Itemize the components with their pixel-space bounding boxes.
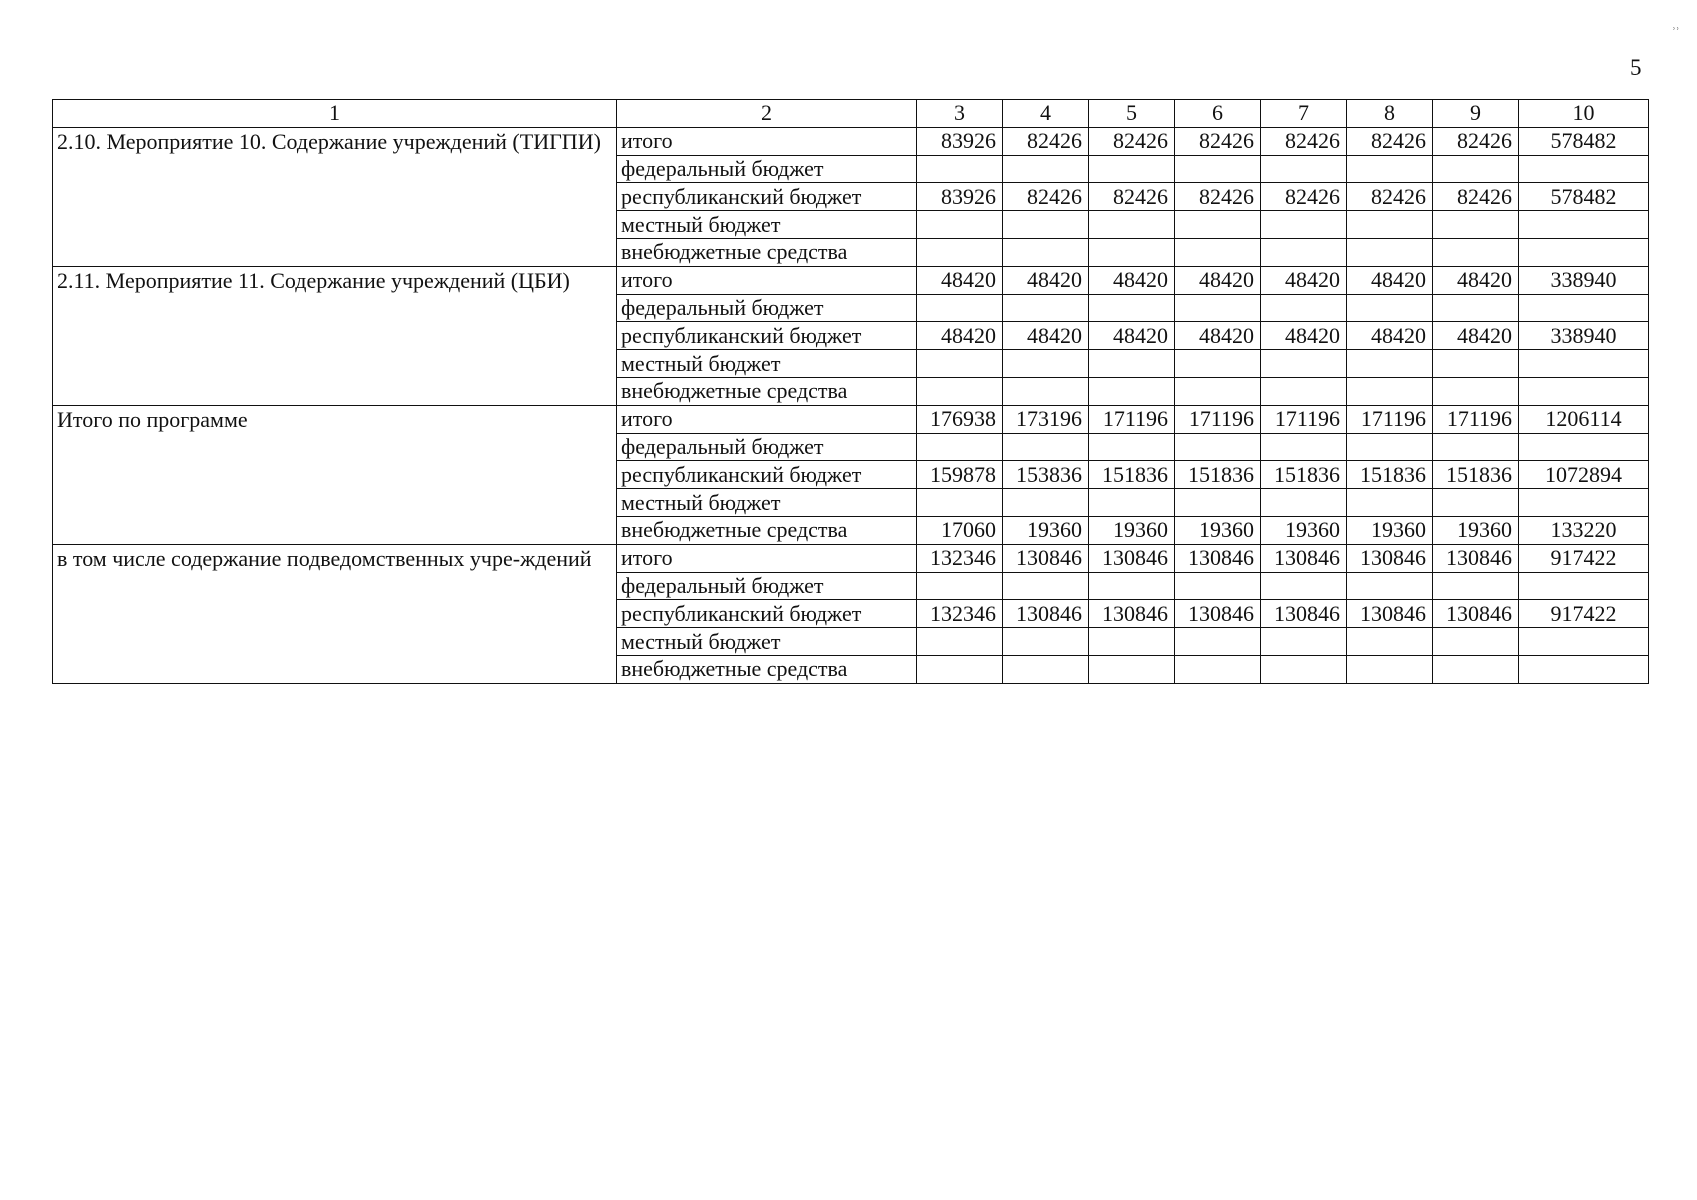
value-cell: 82426 [1433,127,1519,155]
total-cell [1519,238,1649,266]
funding-source-label: местный бюджет [617,489,917,517]
value-cell: 82426 [1175,183,1261,211]
value-cell: 48420 [1003,322,1089,350]
value-cell [1433,628,1519,656]
value-cell [1089,155,1175,183]
total-cell: 338940 [1519,322,1649,350]
funding-source-label: внебюджетные средства [617,655,917,683]
value-cell [1003,572,1089,600]
value-cell [1347,377,1433,405]
funding-source-label: итого [617,405,917,433]
value-cell [1433,211,1519,239]
value-cell [1175,628,1261,656]
total-cell [1519,211,1649,239]
value-cell [1261,377,1347,405]
value-cell [1261,572,1347,600]
value-cell [1003,155,1089,183]
table-row [53,127,1649,155]
value-cell: 19360 [1003,516,1089,544]
value-cell [1347,655,1433,683]
funding-source-label: федеральный бюджет [617,433,917,461]
value-cell [1003,655,1089,683]
value-cell [1347,489,1433,517]
value-cell [1175,238,1261,266]
value-cell: 82426 [1003,127,1089,155]
total-cell: 1206114 [1519,405,1649,433]
value-cell [1433,433,1519,461]
value-cell [917,377,1003,405]
value-cell [1347,155,1433,183]
funding-source-label: итого [617,544,917,572]
value-cell: 171196 [1347,405,1433,433]
value-cell: 19360 [1089,516,1175,544]
value-cell [1433,489,1519,517]
value-cell [1175,350,1261,378]
value-cell [1347,433,1433,461]
total-cell [1519,655,1649,683]
table-row [53,405,1649,433]
value-cell: 48420 [1175,322,1261,350]
value-cell [1003,628,1089,656]
funding-source-label: республиканский бюджет [617,461,917,489]
value-cell: 153836 [1003,461,1089,489]
value-cell [1175,294,1261,322]
section-name: в том числе содержание подведомственных учре-ждений [53,544,617,683]
value-cell [1003,489,1089,517]
value-cell: 132346 [917,544,1003,572]
value-cell: 48420 [917,266,1003,294]
value-cell: 48420 [1089,266,1175,294]
value-cell: 82426 [1003,183,1089,211]
value-cell: 82426 [1175,127,1261,155]
value-cell: 130846 [1089,544,1175,572]
value-cell: 82426 [1089,127,1175,155]
total-cell [1519,350,1649,378]
section-name: 2.10. Мероприятие 10. Содержание учреждений (ТИГПИ) [53,127,617,266]
column-header: 5 [1089,100,1175,128]
value-cell: 130846 [1089,600,1175,628]
value-cell [1089,350,1175,378]
value-cell: 132346 [917,600,1003,628]
value-cell [1175,489,1261,517]
value-cell: 130846 [1003,544,1089,572]
value-cell [1089,238,1175,266]
value-cell: 82426 [1347,127,1433,155]
funding-source-label: местный бюджет [617,350,917,378]
value-cell [1003,433,1089,461]
value-cell [1433,377,1519,405]
funding-source-label: внебюджетные средства [617,238,917,266]
header-row [53,100,1649,128]
budget-table [52,99,1649,684]
funding-source-label: итого [617,266,917,294]
value-cell: 130846 [1003,600,1089,628]
value-cell [1347,238,1433,266]
value-cell: 82426 [1261,183,1347,211]
funding-source-label: федеральный бюджет [617,572,917,600]
value-cell [1003,211,1089,239]
funding-source-label: местный бюджет [617,211,917,239]
value-cell [1433,294,1519,322]
value-cell: 48420 [1261,322,1347,350]
value-cell: 82426 [1347,183,1433,211]
value-cell: 173196 [1003,405,1089,433]
value-cell [1347,628,1433,656]
value-cell: 19360 [1261,516,1347,544]
value-cell [917,628,1003,656]
value-cell [1089,489,1175,517]
value-cell [1347,572,1433,600]
funding-source-label: внебюджетные средства [617,516,917,544]
value-cell [917,211,1003,239]
value-cell: 83926 [917,183,1003,211]
value-cell [1089,433,1175,461]
value-cell: 130846 [1433,544,1519,572]
table-row [53,544,1649,572]
total-cell [1519,155,1649,183]
total-cell [1519,433,1649,461]
value-cell: 130846 [1175,600,1261,628]
funding-source-label: местный бюджет [617,628,917,656]
table-body [53,100,1649,684]
column-header: 10 [1519,100,1649,128]
funding-source-label: республиканский бюджет [617,183,917,211]
value-cell [1347,350,1433,378]
value-cell [917,572,1003,600]
value-cell [1089,377,1175,405]
value-cell [1433,350,1519,378]
value-cell: 48420 [1003,266,1089,294]
value-cell: 48420 [1433,266,1519,294]
total-cell [1519,572,1649,600]
value-cell [1261,294,1347,322]
value-cell: 17060 [917,516,1003,544]
value-cell [1175,572,1261,600]
total-cell: 1072894 [1519,461,1649,489]
value-cell [917,155,1003,183]
funding-source-label: республиканский бюджет [617,322,917,350]
value-cell: 171196 [1089,405,1175,433]
value-cell: 151836 [1089,461,1175,489]
value-cell [1261,211,1347,239]
total-cell: 917422 [1519,544,1649,572]
value-cell: 171196 [1261,405,1347,433]
value-cell [1433,572,1519,600]
total-cell [1519,294,1649,322]
page-number: 5 [1630,55,1642,80]
value-cell [1003,294,1089,322]
value-cell [1175,211,1261,239]
column-header: 9 [1433,100,1519,128]
value-cell: 83926 [917,127,1003,155]
value-cell [1347,211,1433,239]
section-name: 2.11. Мероприятие 11. Содержание учреждений (ЦБИ) [53,266,617,405]
value-cell: 19360 [1347,516,1433,544]
value-cell: 151836 [1261,461,1347,489]
value-cell [1089,628,1175,656]
value-cell: 48420 [1089,322,1175,350]
value-cell: 130846 [1347,600,1433,628]
value-cell: 19360 [1175,516,1261,544]
column-header: 3 [917,100,1003,128]
scan-mark: ⸒⸒ [1672,16,1680,30]
value-cell: 159878 [917,461,1003,489]
value-cell [1261,350,1347,378]
value-cell [1175,655,1261,683]
value-cell [917,350,1003,378]
value-cell: 176938 [917,405,1003,433]
value-cell: 48420 [917,322,1003,350]
value-cell: 48420 [1261,266,1347,294]
value-cell [1175,155,1261,183]
total-cell [1519,489,1649,517]
funding-source-label: республиканский бюджет [617,600,917,628]
value-cell: 151836 [1433,461,1519,489]
value-cell [1261,238,1347,266]
value-cell: 19360 [1433,516,1519,544]
funding-source-label: федеральный бюджет [617,155,917,183]
value-cell [1003,238,1089,266]
value-cell: 48420 [1175,266,1261,294]
value-cell [1261,155,1347,183]
total-cell: 578482 [1519,183,1649,211]
value-cell [1003,377,1089,405]
value-cell [1089,655,1175,683]
value-cell [1347,294,1433,322]
total-cell [1519,628,1649,656]
section-name: Итого по программе [53,405,617,544]
value-cell: 151836 [1347,461,1433,489]
value-cell: 171196 [1175,405,1261,433]
value-cell [917,433,1003,461]
value-cell [1433,155,1519,183]
value-cell: 82426 [1261,127,1347,155]
value-cell: 130846 [1175,544,1261,572]
value-cell: 48420 [1433,322,1519,350]
value-cell: 130846 [1261,600,1347,628]
funding-source-label: итого [617,127,917,155]
value-cell [1261,628,1347,656]
value-cell [1089,211,1175,239]
funding-source-label: федеральный бюджет [617,294,917,322]
value-cell: 130846 [1261,544,1347,572]
column-header: 6 [1175,100,1261,128]
value-cell: 82426 [1089,183,1175,211]
value-cell [1175,433,1261,461]
total-cell: 133220 [1519,516,1649,544]
value-cell: 48420 [1347,266,1433,294]
value-cell [1175,377,1261,405]
funding-source-label: внебюджетные средства [617,377,917,405]
total-cell: 578482 [1519,127,1649,155]
value-cell: 171196 [1433,405,1519,433]
value-cell: 48420 [1347,322,1433,350]
column-header: 1 [53,100,617,128]
column-header: 2 [617,100,917,128]
value-cell: 130846 [1347,544,1433,572]
table-row [53,266,1649,294]
column-header: 7 [1261,100,1347,128]
value-cell [1261,489,1347,517]
value-cell [1433,655,1519,683]
value-cell [1433,238,1519,266]
value-cell: 130846 [1433,600,1519,628]
value-cell: 151836 [1175,461,1261,489]
value-cell [1089,294,1175,322]
total-cell: 338940 [1519,266,1649,294]
value-cell [1003,350,1089,378]
value-cell [917,655,1003,683]
value-cell [917,294,1003,322]
value-cell [1261,655,1347,683]
value-cell [917,238,1003,266]
value-cell [917,489,1003,517]
value-cell: 82426 [1433,183,1519,211]
total-cell: 917422 [1519,600,1649,628]
column-header: 4 [1003,100,1089,128]
value-cell [1261,433,1347,461]
value-cell [1089,572,1175,600]
column-header: 8 [1347,100,1433,128]
total-cell [1519,377,1649,405]
